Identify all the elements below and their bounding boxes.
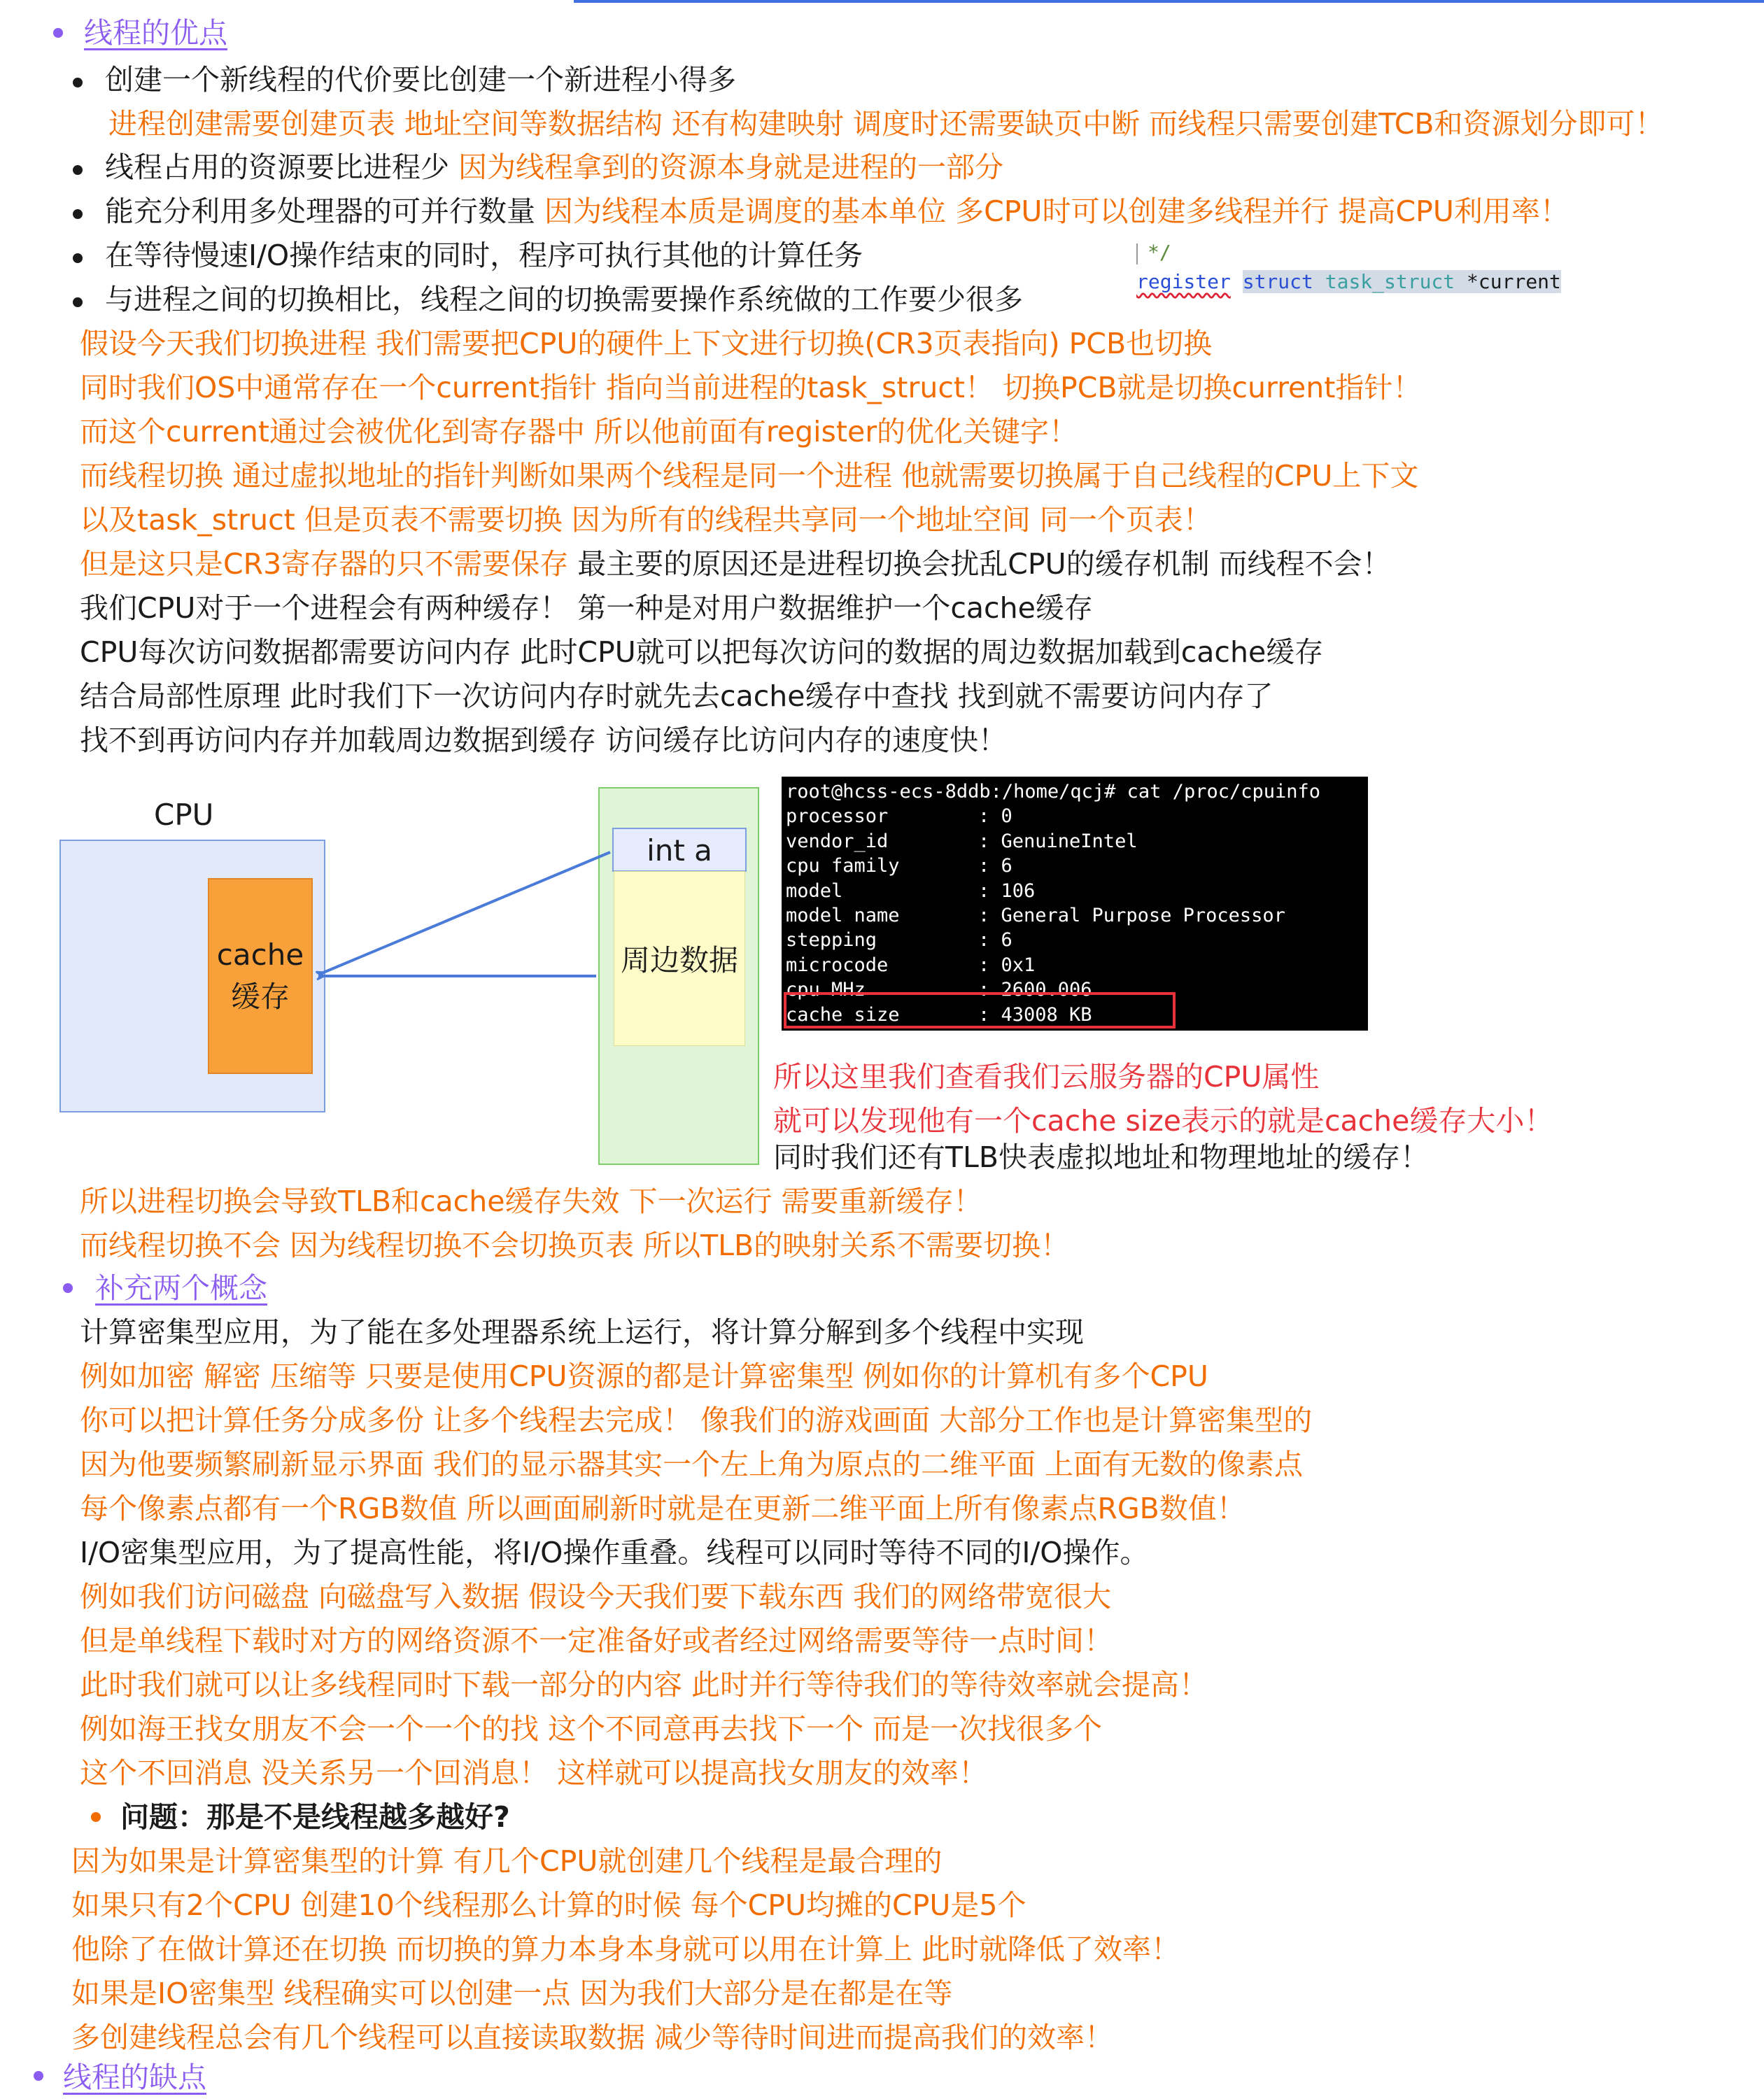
text-line: 与进程之间的切换相比，线程之间的切换需要操作系统做的工作要少很多 bbox=[105, 283, 1023, 316]
text-line: 如果是IO密集型 线程确实可以创建一点 因为我们大部分是在都是在等 bbox=[71, 1977, 953, 2010]
nearby-data-label: 周边数据 bbox=[620, 943, 738, 977]
terminal-value: : GenuineIntel bbox=[978, 830, 1138, 852]
code-variable: *current bbox=[1467, 270, 1561, 293]
terminal-value: : 106 bbox=[978, 879, 1036, 902]
terminal-key: cpu family bbox=[786, 855, 900, 877]
bullet bbox=[34, 2071, 43, 2081]
terminal-value: : General Purpose Processor bbox=[978, 904, 1285, 926]
text-span: 因为线程本质是调度的基本单位 多CPU时可以创建多线程并行 提高CPU利用率！ bbox=[544, 195, 1569, 228]
text-line: 多创建线程总会有几个线程可以直接读取数据 减少等待时间进而提高我们的效率！ bbox=[71, 2021, 1114, 2054]
text-line: 如果只有2个CPU 创建10个线程那么计算的时候 每个CPU均摊的CPU是5个 bbox=[71, 1888, 1026, 1922]
text-line: 而这个current通过会被优化到寄存器中 所以他前面有register的优化关键字！ bbox=[80, 415, 1078, 448]
text-line: I/O密集型应用，为了提高性能，将I/O操作重叠。线程可以同时等待不同的I/O操作。 bbox=[80, 1536, 1149, 1569]
code-keyword-struct: struct bbox=[1242, 270, 1313, 293]
cache-sublabel: 缓存 bbox=[230, 980, 290, 1014]
terminal-key: stepping bbox=[786, 929, 877, 952]
text-line: 而线程切换不会 因为线程切换不会切换页表 所以TLB的映射关系不需要切换！ bbox=[80, 1229, 1070, 1262]
text-line: 创建一个新线程的代价要比创建一个新进程小得多 bbox=[105, 63, 736, 97]
question-heading: 问题：那是不是线程越多越好? bbox=[120, 1800, 510, 1834]
terminal-key: microcode bbox=[786, 954, 889, 976]
terminal-value: : 6 bbox=[978, 855, 1012, 877]
text-span: 但是这只是CR3寄存器的只不需要保存 bbox=[80, 547, 569, 581]
terminal-row bbox=[786, 903, 1364, 928]
text-line: CPU每次访问数据都需要访问内存 此时CPU就可以把每次访问的数据的周边数据加载到cache缓存 bbox=[80, 635, 1324, 669]
text-line: 就可以发现他有一个cache size表示的就是cache缓存大小！ bbox=[773, 1104, 1553, 1138]
text-line: 因为如果是计算密集型的计算 有几个CPU就创建几个线程是最合理的 bbox=[71, 1844, 943, 1878]
text-line: 找不到再访问内存并加载周边数据到缓存 访问缓存比访问内存的速度快！ bbox=[80, 723, 1008, 757]
terminal-key: cpu MHz bbox=[786, 979, 866, 1001]
terminal-row bbox=[786, 928, 1364, 952]
terminal-key: model bbox=[786, 879, 843, 902]
terminal-value: : 0x1 bbox=[978, 954, 1036, 976]
text-line: 所以进程切换会导致TLB和cache缓存失效 下一次运行 需要重新缓存！ bbox=[80, 1185, 982, 1218]
terminal-key: vendor_id bbox=[786, 830, 889, 852]
text-span: 线程占用的资源要比进程少 bbox=[105, 150, 449, 184]
terminal-value: : 6 bbox=[978, 929, 1012, 952]
terminal-prompt: root@hcss-ecs-8ddb:/home/qcj# cat /proc/cpuinfo bbox=[786, 781, 1321, 803]
text-line: 我们CPU对于一个进程会有两种缓存！ 第一种是对用户数据维护一个cache缓存 bbox=[80, 591, 1093, 625]
terminal-key: processor bbox=[786, 805, 889, 828]
text-line: 假设今天我们切换进程 我们需要把CPU的硬件上下文进行切换(CR3页表指向) PCB也切换 bbox=[80, 327, 1213, 360]
terminal-row bbox=[786, 854, 1364, 878]
text-line: 同时我们还有TLB快表虚拟地址和物理地址的缓存！ bbox=[773, 1140, 1430, 1174]
text-line: 每个像素点都有一个RGB数值 所以画面刷新时就是在更新二维平面上所有像素点RGB数值！ bbox=[80, 1492, 1246, 1525]
arrow-int-a-to-cache bbox=[318, 852, 610, 975]
terminal-value: : 0 bbox=[978, 805, 1012, 828]
terminal-row bbox=[786, 953, 1364, 977]
int-a-box: int a bbox=[612, 828, 747, 872]
text-line: 他除了在做计算还在切换 而切换的算力本身本身就可以用在计算上 此时就降低了效率！ bbox=[71, 1932, 1180, 1966]
code-type: task_struct bbox=[1325, 270, 1455, 293]
text-line: 在等待慢速I/O操作结束的同时，程序可执行其他的计算任务 bbox=[105, 239, 863, 272]
bullet bbox=[63, 1283, 73, 1293]
terminal-value: : 2600.006 bbox=[978, 979, 1092, 1001]
code-comment: */ bbox=[1148, 241, 1171, 264]
text-line: 计算密集型应用，为了能在多处理器系统上运行，将计算分解到多个线程中实现 bbox=[80, 1315, 1084, 1349]
text-line: 因为他要频繁刷新显示界面 我们的显示器其实一个左上角为原点的二维平面 上面有无数的像素点 bbox=[80, 1448, 1304, 1481]
text-line: 但是单线程下载时对方的网络资源不一定准备好或者经过网络需要等待一点时间！ bbox=[80, 1624, 1113, 1658]
text-line: 这个不回消息 没关系另一个回消息！ 这样就可以提高找女朋友的效率！ bbox=[80, 1756, 988, 1790]
text-line: 例如加密 解密 压缩等 只要是使用CPU资源的都是计算密集型 例如你的计算机有多个CPU bbox=[80, 1359, 1208, 1393]
text-line: 进程创建需要创建页表 地址空间等数据结构 还有构建映射 调度时还需要缺页中断 而线程只需要创建TCB和资源划分即可！ bbox=[108, 107, 1664, 141]
text-line: 例如我们访问磁盘 向磁盘写入数据 假设今天我们要下载东西 我们的网络带宽很大 bbox=[80, 1580, 1112, 1613]
text-span: 因为线程拿到的资源本身就是进程的一部分 bbox=[458, 150, 1004, 184]
terminal-row bbox=[786, 804, 1364, 828]
terminal-key: model name bbox=[786, 904, 900, 926]
terminal-value: : 43008 KB bbox=[978, 1003, 1092, 1026]
section-heading-pros: 线程的优点 bbox=[84, 16, 227, 50]
section-heading-supplement: 补充两个概念 bbox=[95, 1271, 267, 1305]
cache-size-highlight bbox=[784, 992, 1176, 1029]
terminal-key: cache size bbox=[786, 1003, 900, 1026]
text-line: 结合局部性原理 此时我们下一次访问内存时就先去cache缓存中查找 找到就不需要访问内存了 bbox=[80, 679, 1273, 713]
text-line: 例如海王找女朋友不会一个一个的找 这个不同意再去找下一个 而是一次找很多个 bbox=[80, 1712, 1103, 1746]
bullet bbox=[91, 1812, 101, 1822]
text-line: 你可以把计算任务分成多份 让多个线程去完成！ 像我们的游戏画面 大部分工作也是计算密集型的 bbox=[80, 1404, 1313, 1437]
section-heading-cons: 线程的缺点 bbox=[63, 2061, 206, 2094]
text-line: 所以这里我们查看我们云服务器的CPU属性 bbox=[773, 1060, 1320, 1094]
cpu-label: CPU bbox=[154, 798, 214, 832]
text-line: 而线程切换 通过虚拟地址的指针判断如果两个线程是同一个进程 他就需要切换属于自己线程的CPU上下文 bbox=[80, 459, 1419, 493]
text-line: 以及task_struct 但是页表不需要切换 因为所有的线程共享同一个地址空间 同一个页表！ bbox=[80, 503, 1212, 537]
text-line: 此时我们就可以让多线程同时下载一部分的内容 此时并行等待我们的等待效率就会提高！ bbox=[80, 1668, 1208, 1702]
code-keyword-register: register bbox=[1136, 270, 1231, 293]
terminal-row bbox=[786, 879, 1364, 903]
text-line: 同时我们OS中通常存在一个current指针 指向当前进程的task_struct！ 切换PCB就是切换current指针！ bbox=[80, 371, 1422, 404]
text-span: 能充分利用多处理器的可并行数量 bbox=[105, 195, 535, 228]
text-span: 最主要的原因还是进程切换会扰乱CPU的缓存机制 而线程不会！ bbox=[577, 547, 1391, 581]
cache-label: cache bbox=[216, 938, 304, 972]
terminal-row bbox=[786, 829, 1364, 854]
